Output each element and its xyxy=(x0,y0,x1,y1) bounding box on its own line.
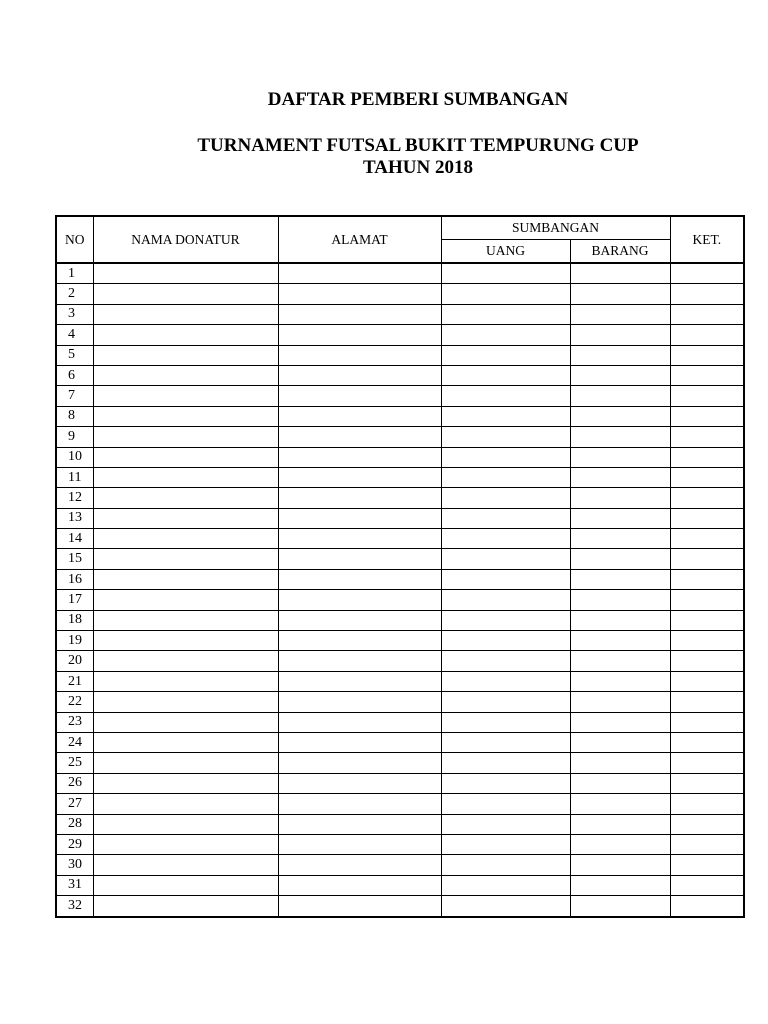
cell-alamat[interactable] xyxy=(278,896,441,917)
cell-nama-donatur[interactable] xyxy=(93,467,278,487)
cell-nama-donatur[interactable] xyxy=(93,529,278,549)
cell-nama-donatur[interactable] xyxy=(93,284,278,304)
cell-nama-donatur[interactable] xyxy=(93,447,278,467)
cell-nama-donatur[interactable] xyxy=(93,855,278,875)
table-row xyxy=(56,610,744,630)
cell-ket[interactable] xyxy=(670,263,744,284)
cell-nama-donatur[interactable] xyxy=(93,814,278,834)
cell-uang[interactable] xyxy=(441,508,570,528)
cell-uang[interactable] xyxy=(441,814,570,834)
cell-barang[interactable] xyxy=(570,671,670,691)
row-number: 28 xyxy=(56,814,93,834)
cell-uang[interactable] xyxy=(441,325,570,345)
cell-nama-donatur[interactable] xyxy=(93,651,278,671)
row-number: 15 xyxy=(56,549,93,569)
table-row xyxy=(56,855,744,875)
cell-ket[interactable] xyxy=(670,365,744,385)
table-row xyxy=(56,834,744,854)
cell-barang[interactable] xyxy=(570,263,670,284)
header-uang: UANG xyxy=(441,240,570,264)
cell-ket[interactable] xyxy=(670,427,744,447)
cell-uang[interactable] xyxy=(441,488,570,508)
cell-alamat[interactable] xyxy=(278,651,441,671)
cell-barang[interactable] xyxy=(570,590,670,610)
row-number: 9 xyxy=(56,427,93,447)
row-number: 32 xyxy=(56,896,93,917)
cell-alamat[interactable] xyxy=(278,365,441,385)
table-row xyxy=(56,896,744,917)
cell-alamat[interactable] xyxy=(278,834,441,854)
cell-barang[interactable] xyxy=(570,427,670,447)
cell-alamat[interactable] xyxy=(278,692,441,712)
table-row xyxy=(56,569,744,589)
cell-alamat[interactable] xyxy=(278,732,441,752)
cell-alamat[interactable] xyxy=(278,855,441,875)
cell-nama-donatur[interactable] xyxy=(93,834,278,854)
cell-alamat[interactable] xyxy=(278,631,441,651)
header-nama-donatur: NAMA DONATUR xyxy=(93,216,278,263)
cell-ket[interactable] xyxy=(670,896,744,917)
cell-barang[interactable] xyxy=(570,549,670,569)
cell-ket[interactable] xyxy=(670,569,744,589)
table-row xyxy=(56,488,744,508)
cell-barang[interactable] xyxy=(570,651,670,671)
table-row xyxy=(56,651,744,671)
cell-ket[interactable] xyxy=(670,610,744,630)
cell-barang[interactable] xyxy=(570,855,670,875)
cell-alamat[interactable] xyxy=(278,753,441,773)
cell-uang[interactable] xyxy=(441,732,570,752)
row-number: 12 xyxy=(56,488,93,508)
cell-barang[interactable] xyxy=(570,631,670,651)
cell-barang[interactable] xyxy=(570,814,670,834)
cell-ket[interactable] xyxy=(670,814,744,834)
cell-nama-donatur[interactable] xyxy=(93,692,278,712)
cell-ket[interactable] xyxy=(670,508,744,528)
table-row xyxy=(56,325,744,345)
document-subtitle-year: TAHUN 2018 xyxy=(363,157,473,178)
table-row xyxy=(56,631,744,651)
cell-nama-donatur[interactable] xyxy=(93,508,278,528)
cell-uang[interactable] xyxy=(441,345,570,365)
table-row xyxy=(56,529,744,549)
cell-ket[interactable] xyxy=(670,447,744,467)
cell-uang[interactable] xyxy=(441,631,570,651)
cell-barang[interactable] xyxy=(570,794,670,814)
cell-barang[interactable] xyxy=(570,692,670,712)
table-row xyxy=(56,284,744,304)
cell-barang[interactable] xyxy=(570,304,670,324)
cell-barang[interactable] xyxy=(570,508,670,528)
row-number: 3 xyxy=(56,304,93,324)
header-alamat: ALAMAT xyxy=(278,216,441,263)
cell-uang[interactable] xyxy=(441,855,570,875)
cell-barang[interactable] xyxy=(570,284,670,304)
cell-ket[interactable] xyxy=(670,875,744,895)
cell-alamat[interactable] xyxy=(278,345,441,365)
cell-nama-donatur[interactable] xyxy=(93,773,278,793)
cell-ket[interactable] xyxy=(670,712,744,732)
cell-uang[interactable] xyxy=(441,304,570,324)
cell-nama-donatur[interactable] xyxy=(93,875,278,895)
cell-alamat[interactable] xyxy=(278,508,441,528)
cell-barang[interactable] xyxy=(570,345,670,365)
cell-barang[interactable] xyxy=(570,488,670,508)
cell-alamat[interactable] xyxy=(278,529,441,549)
row-number: 6 xyxy=(56,365,93,385)
row-number: 21 xyxy=(56,671,93,691)
document-title: DAFTAR PEMBERI SUMBANGAN xyxy=(267,89,569,110)
cell-uang[interactable] xyxy=(441,447,570,467)
row-number: 22 xyxy=(56,692,93,712)
cell-uang[interactable] xyxy=(441,263,570,284)
row-number: 16 xyxy=(56,569,93,589)
row-number: 8 xyxy=(56,406,93,426)
cell-barang[interactable] xyxy=(570,732,670,752)
cell-uang[interactable] xyxy=(441,549,570,569)
table-row xyxy=(56,345,744,365)
cell-ket[interactable] xyxy=(670,549,744,569)
cell-alamat[interactable] xyxy=(278,325,441,345)
table-row xyxy=(56,753,744,773)
cell-nama-donatur[interactable] xyxy=(93,671,278,691)
cell-ket[interactable] xyxy=(670,406,744,426)
table-row xyxy=(56,773,744,793)
cell-ket[interactable] xyxy=(670,631,744,651)
cell-alamat[interactable] xyxy=(278,671,441,691)
cell-barang[interactable] xyxy=(570,773,670,793)
cell-alamat[interactable] xyxy=(278,814,441,834)
cell-ket[interactable] xyxy=(670,855,744,875)
cell-barang[interactable] xyxy=(570,365,670,385)
cell-nama-donatur[interactable] xyxy=(93,488,278,508)
row-number: 20 xyxy=(56,651,93,671)
cell-alamat[interactable] xyxy=(278,773,441,793)
table-row xyxy=(56,732,744,752)
cell-ket[interactable] xyxy=(670,488,744,508)
cell-barang[interactable] xyxy=(570,610,670,630)
cell-barang[interactable] xyxy=(570,386,670,406)
cell-barang[interactable] xyxy=(570,467,670,487)
cell-ket[interactable] xyxy=(670,467,744,487)
cell-uang[interactable] xyxy=(441,406,570,426)
table-row xyxy=(56,671,744,691)
row-number: 27 xyxy=(56,794,93,814)
row-number: 2 xyxy=(56,284,93,304)
document-subtitle-event: TURNAMENT FUTSAL BUKIT TEMPURUNG CUP xyxy=(197,135,639,156)
cell-nama-donatur[interactable] xyxy=(93,365,278,385)
cell-barang[interactable] xyxy=(570,529,670,549)
table-row xyxy=(56,549,744,569)
cell-alamat[interactable] xyxy=(278,794,441,814)
cell-nama-donatur[interactable] xyxy=(93,610,278,630)
cell-ket[interactable] xyxy=(670,753,744,773)
cell-ket[interactable] xyxy=(670,345,744,365)
table-row xyxy=(56,590,744,610)
cell-ket[interactable] xyxy=(670,794,744,814)
cell-ket[interactable] xyxy=(670,651,744,671)
table-row xyxy=(56,794,744,814)
cell-uang[interactable] xyxy=(441,753,570,773)
table-row xyxy=(56,304,744,324)
header-barang: BARANG xyxy=(570,240,670,264)
cell-uang[interactable] xyxy=(441,529,570,549)
cell-ket[interactable] xyxy=(670,834,744,854)
cell-nama-donatur[interactable] xyxy=(93,345,278,365)
cell-barang[interactable] xyxy=(570,753,670,773)
table-row xyxy=(56,692,744,712)
table-row xyxy=(56,712,744,732)
row-number: 24 xyxy=(56,732,93,752)
cell-nama-donatur[interactable] xyxy=(93,631,278,651)
cell-ket[interactable] xyxy=(670,732,744,752)
cell-uang[interactable] xyxy=(441,712,570,732)
cell-nama-donatur[interactable] xyxy=(93,590,278,610)
cell-ket[interactable] xyxy=(670,284,744,304)
cell-ket[interactable] xyxy=(670,671,744,691)
row-number: 14 xyxy=(56,529,93,549)
header-no: NO xyxy=(56,216,93,263)
row-number: 10 xyxy=(56,447,93,467)
cell-uang[interactable] xyxy=(441,651,570,671)
cell-uang[interactable] xyxy=(441,773,570,793)
cell-ket[interactable] xyxy=(670,692,744,712)
cell-ket[interactable] xyxy=(670,325,744,345)
cell-ket[interactable] xyxy=(670,304,744,324)
table-row xyxy=(56,365,744,385)
cell-nama-donatur[interactable] xyxy=(93,794,278,814)
cell-uang[interactable] xyxy=(441,834,570,854)
row-number: 18 xyxy=(56,610,93,630)
header-ket: KET. xyxy=(670,216,744,263)
cell-nama-donatur[interactable] xyxy=(93,549,278,569)
table-row xyxy=(56,263,744,284)
row-number: 1 xyxy=(56,263,93,284)
cell-barang[interactable] xyxy=(570,406,670,426)
cell-uang[interactable] xyxy=(441,569,570,589)
cell-alamat[interactable] xyxy=(278,427,441,447)
cell-uang[interactable] xyxy=(441,427,570,447)
row-number: 30 xyxy=(56,855,93,875)
cell-uang[interactable] xyxy=(441,610,570,630)
cell-uang[interactable] xyxy=(441,875,570,895)
cell-nama-donatur[interactable] xyxy=(93,406,278,426)
table-row xyxy=(56,406,744,426)
cell-barang[interactable] xyxy=(570,875,670,895)
cell-barang[interactable] xyxy=(570,712,670,732)
cell-nama-donatur[interactable] xyxy=(93,896,278,917)
row-number: 31 xyxy=(56,875,93,895)
cell-uang[interactable] xyxy=(441,467,570,487)
cell-alamat[interactable] xyxy=(278,304,441,324)
row-number: 7 xyxy=(56,386,93,406)
cell-nama-donatur[interactable] xyxy=(93,712,278,732)
table-row xyxy=(56,467,744,487)
cell-uang[interactable] xyxy=(441,365,570,385)
table-row xyxy=(56,386,744,406)
cell-nama-donatur[interactable] xyxy=(93,569,278,589)
row-number: 19 xyxy=(56,631,93,651)
cell-nama-donatur[interactable] xyxy=(93,304,278,324)
cell-nama-donatur[interactable] xyxy=(93,427,278,447)
cell-ket[interactable] xyxy=(670,773,744,793)
cell-barang[interactable] xyxy=(570,834,670,854)
cell-alamat[interactable] xyxy=(278,590,441,610)
cell-uang[interactable] xyxy=(441,284,570,304)
cell-alamat[interactable] xyxy=(278,610,441,630)
row-number: 29 xyxy=(56,834,93,854)
table-row xyxy=(56,447,744,467)
row-number: 25 xyxy=(56,753,93,773)
row-number: 13 xyxy=(56,508,93,528)
cell-alamat[interactable] xyxy=(278,712,441,732)
cell-uang[interactable] xyxy=(441,590,570,610)
cell-uang[interactable] xyxy=(441,671,570,691)
row-number: 23 xyxy=(56,712,93,732)
header-sumbangan: SUMBANGAN xyxy=(441,216,670,240)
row-number: 11 xyxy=(56,467,93,487)
cell-barang[interactable] xyxy=(570,325,670,345)
cell-nama-donatur[interactable] xyxy=(93,325,278,345)
cell-alamat[interactable] xyxy=(278,386,441,406)
cell-uang[interactable] xyxy=(441,692,570,712)
cell-ket[interactable] xyxy=(670,386,744,406)
donor-table xyxy=(55,215,745,918)
table-row xyxy=(56,427,744,447)
cell-alamat[interactable] xyxy=(278,549,441,569)
row-number: 5 xyxy=(56,345,93,365)
cell-alamat[interactable] xyxy=(278,467,441,487)
table-row xyxy=(56,508,744,528)
cell-uang[interactable] xyxy=(441,896,570,917)
cell-nama-donatur[interactable] xyxy=(93,263,278,284)
cell-ket[interactable] xyxy=(670,529,744,549)
cell-alamat[interactable] xyxy=(278,284,441,304)
cell-alamat[interactable] xyxy=(278,263,441,284)
row-number: 17 xyxy=(56,590,93,610)
cell-alamat[interactable] xyxy=(278,406,441,426)
cell-barang[interactable] xyxy=(570,569,670,589)
row-number: 4 xyxy=(56,325,93,345)
cell-uang[interactable] xyxy=(441,386,570,406)
cell-barang[interactable] xyxy=(570,447,670,467)
cell-uang[interactable] xyxy=(441,794,570,814)
row-number: 26 xyxy=(56,773,93,793)
cell-alamat[interactable] xyxy=(278,488,441,508)
table-row xyxy=(56,875,744,895)
cell-barang[interactable] xyxy=(570,896,670,917)
cell-nama-donatur[interactable] xyxy=(93,753,278,773)
table-row xyxy=(56,814,744,834)
cell-nama-donatur[interactable] xyxy=(93,732,278,752)
cell-alamat[interactable] xyxy=(278,875,441,895)
donor-table-body xyxy=(56,263,744,917)
cell-alamat[interactable] xyxy=(278,447,441,467)
cell-alamat[interactable] xyxy=(278,569,441,589)
cell-nama-donatur[interactable] xyxy=(93,386,278,406)
cell-ket[interactable] xyxy=(670,590,744,610)
